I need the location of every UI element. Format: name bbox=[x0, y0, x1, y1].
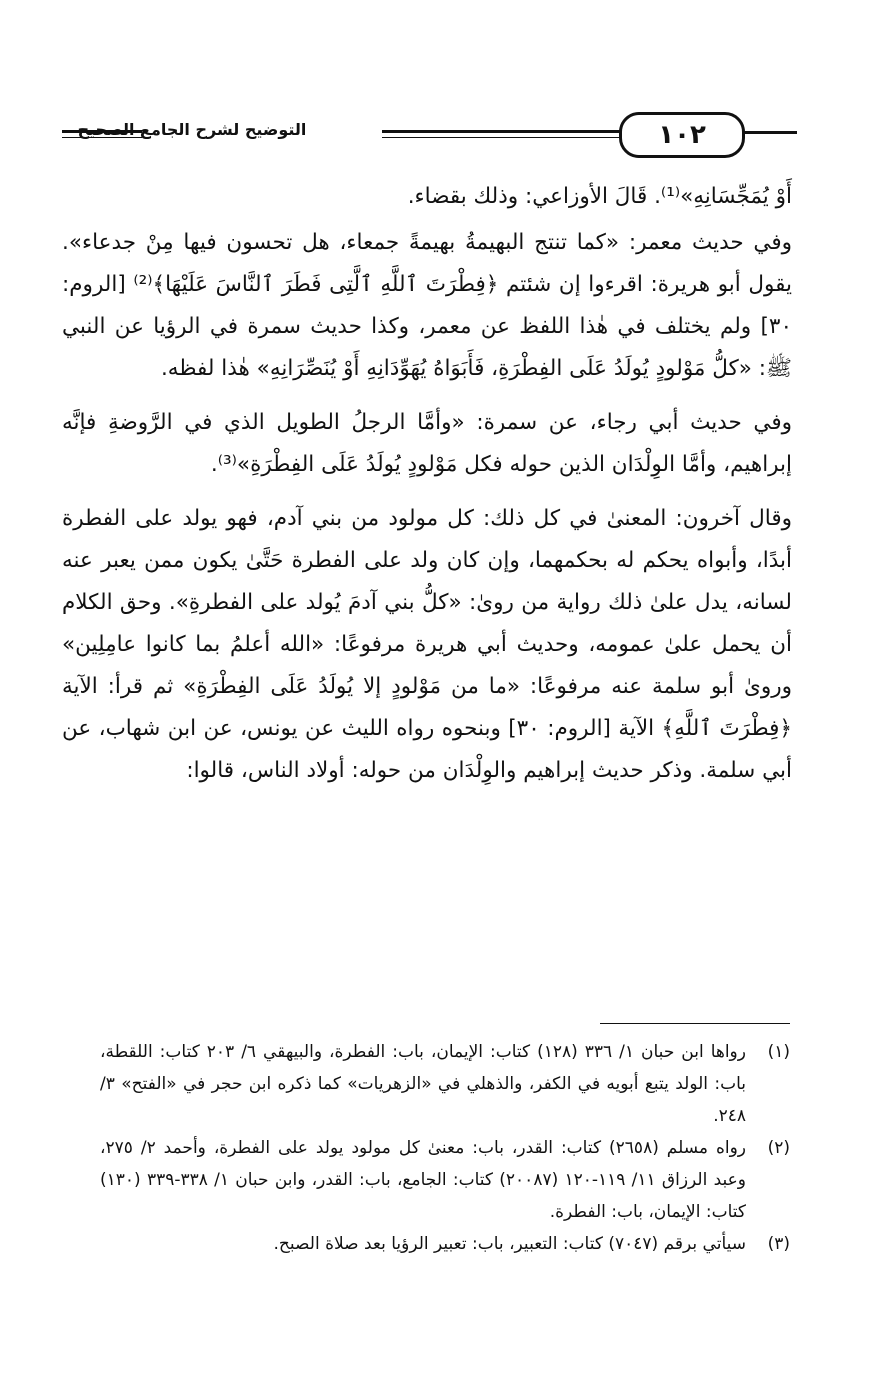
page-number: ١٠٢ bbox=[619, 112, 745, 158]
paragraph: وقال آخرون: المعنىٰ في كل ذلك: كل مولود من بني آدم، فهو يولد على الفطرة أبدًا، وأبواه يحكم له بحكمهما، وإن كان ولد على الفطرة حَتَّىٰ يكون ممن يعبر عنه لسانه، يدل علىٰ ذلك رواية من روىٰ: «كلُّ بني آدمَ يُولد على الفطرةِ». وحق الكلام أن يحمل علىٰ عمومه، وحديث أبي هريرة مرفوعًا: «الله أعلمُ بما كانوا عامِلِين» وروىٰ أبو سلمة عنه مرفوعًا: «ما من مَوْلودٍ إلا يُولَدُ عَلَى الفِطْرَةِ» ثم قرأ: الآية ﴿فِطْرَتَ ٱللَّهِ﴾ الآية [الروم: ٣٠] وبنحوه رواه الليث عن يونس، عن ابن شهاب، عن أبي سلمة. وذكر حديث إبراهيم والوِلْدَان من حوله: أولاد الناس، قالوا: bbox=[62, 506, 792, 783]
footnote-number: (١) bbox=[767, 1042, 790, 1062]
header-rule-right bbox=[743, 131, 797, 134]
paragraph: أَوْ يُمَجِّسَانِهِ»⁽¹⁾. قَالَ الأوزاعي: وذلك بقضاء. bbox=[407, 184, 792, 209]
footnote-number: (٣) bbox=[767, 1234, 790, 1254]
page-header bbox=[62, 92, 797, 172]
paragraph: وفي حديث أبي رجاء، عن سمرة: «وأمَّا الرجلُ الطويل الذي في الرَّوضةِ فإنَّه إبراهيم، وأمَّا الوِلْدَان الذين حوله فكل مَوْلودٍ يُولَدُ عَلَى الفِطْرَةِ»⁽³⁾. bbox=[62, 410, 792, 477]
footnote-text: سيأتي برقم (٧٠٤٧) كتاب: التعبير، باب: تعبير الرؤيا بعد صلاة الصبح. bbox=[273, 1234, 746, 1254]
footnote-text: رواها ابن حبان ١/ ٣٣٦ (١٢٨) كتاب: الإيمان، باب: الفطرة، والبيهقي ٦/ ٢٠٣ كتاب: اللقطة، باب: الولد يتبع أبويه في الكفر، والذهلي في «الزهريات» كما ذكره ابن حجر في «الفتح» ٣/ ٢٤٨. bbox=[100, 1042, 746, 1126]
footnote bbox=[100, 1132, 790, 1228]
main-text bbox=[62, 176, 792, 792]
header-title: التوضيح لشرح الجامع الصحيح bbox=[77, 120, 307, 139]
paragraph: وفي حديث معمر: «كما تنتج البهيمةُ بهيمةً جمعاء، هل تحسون فيها مِنْ جدعاء». يقول أبو هريرة: اقرءوا إن شئتم ﴿فِطْرَتَ ٱللَّهِ ٱلَّتِى فَطَرَ ٱلنَّاسَ عَلَيْهَا﴾⁽²⁾ [الروم: ٣٠] ولم يختلف في هٰذا اللفظ عن معمر، وكذا حديث سمرة في الرؤيا عن النبي ﷺ: «كلُّ مَوْلودٍ يُولَدُ عَلَى الفِطْرَةِ، فَأَبَوَاهُ يُهَوِّدَانِهِ أَوْ يُنَصِّرَانِهِ» هٰذا لفظه. bbox=[62, 230, 792, 381]
footnote-separator bbox=[600, 1023, 790, 1024]
footnote-number: (٢) bbox=[767, 1138, 790, 1158]
footnotes bbox=[100, 1036, 790, 1260]
footnote bbox=[100, 1228, 790, 1260]
footnote-text: رواه مسلم (٢٦٥٨) كتاب: القدر، باب: معنىٰ كل مولود يولد على الفطرة، وأحمد ٢/ ٢٧٥، وعبد الرزاق ١١/ ١١٩-١٢٠ (٢٠٠٨٧) كتاب: الجامع، باب: القدر، وابن حبان ١/ ٣٣٨-٣٣٩ (١٣٠) كتاب: الإيمان، باب: الفطرة. bbox=[100, 1138, 746, 1222]
footnote bbox=[100, 1036, 790, 1132]
